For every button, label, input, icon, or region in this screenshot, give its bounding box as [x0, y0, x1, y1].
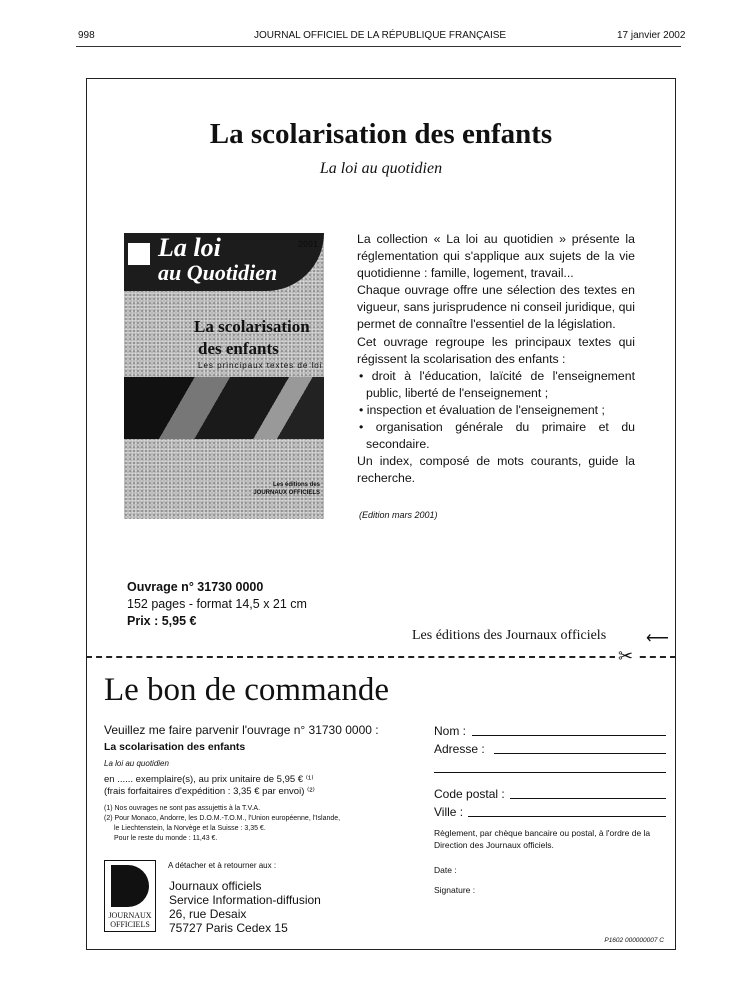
- footnotes: [104, 804, 404, 844]
- description-p2: Chaque ouvrage offre une sélection des textes en vigueur, sans jurisprudence ni conseil juridique, qui permet de connaître l'essentiel de la législation.: [357, 283, 635, 332]
- ville-field[interactable]: [434, 803, 666, 821]
- address-line: 75727 Paris Cedex 15: [169, 921, 288, 935]
- ville-line[interactable]: [468, 816, 666, 817]
- cover-series-line2: au Quotidien: [158, 260, 278, 285]
- footnote: (1) Nos ouvrages ne sont pas assujettis à la T.V.A.: [104, 805, 261, 812]
- book-cover: [124, 233, 324, 519]
- order-form-right: [434, 722, 666, 895]
- header-rule: [76, 46, 681, 47]
- ville-label: Ville :: [434, 805, 464, 819]
- mailing-address: [169, 879, 321, 935]
- cover-publisher: Les éditions des JOURNAUX OFFICIELS: [253, 482, 320, 496]
- ad-subtitle: La loi au quotidien: [319, 160, 443, 177]
- work-number: Ouvrage n° 31730 0000: [127, 580, 264, 594]
- adresse-label: Adresse :: [434, 742, 485, 756]
- payment-terms: Règlement, par chèque bancaire ou postal, à l'ordre de la Direction des Journaux officiels.: [434, 828, 651, 850]
- issue-date: 17 janvier 2002: [617, 30, 686, 41]
- description-bullet: • organisation générale du primaire et du secondaire.: [359, 420, 635, 452]
- description-p3: Cet ouvrage regroupe les principaux textes qui régissent la scolarisation des enfants :: [357, 334, 635, 366]
- page-number: 998: [78, 30, 95, 41]
- adresse-field[interactable]: [434, 740, 666, 758]
- description-p1: La collection « La loi au quotidien » présente la réglementation qui s'applique aux sujets de la vie quotidienne : famille, logement, travail...: [357, 232, 635, 281]
- cut-line: [86, 656, 676, 658]
- code-postal-line[interactable]: [510, 798, 666, 799]
- cover-series-line1: La loi: [158, 233, 221, 262]
- price: Prix : 5,95 €: [127, 614, 197, 628]
- signature-label[interactable]: Signature :: [434, 885, 476, 895]
- address-line: 26, rue Desaix: [169, 907, 247, 921]
- code-postal-field[interactable]: [434, 785, 666, 803]
- journal-title: JOURNAL OFFICIEL DE LA RÉPUBLIQUE FRANÇAISE: [254, 30, 507, 41]
- edition-note: (Edition mars 2001): [359, 510, 438, 520]
- footnote: le Liechtenstein, la Norvège et la Suisse : 3,35 €.: [114, 825, 266, 832]
- adresse-line[interactable]: [494, 753, 666, 754]
- logo-mark-icon: [111, 865, 149, 907]
- scissors-icon: ✂: [615, 646, 636, 667]
- cover-title-line1: La scolarisation: [194, 317, 310, 336]
- publisher-name: Les éditions des Journaux officiels: [412, 628, 607, 643]
- date-label[interactable]: Date :: [434, 865, 457, 875]
- footnote: (2) Pour Monaco, Andorre, les D.O.M.-T.O.M., l'Union européenne, l'Islande,: [104, 815, 341, 822]
- cover-photo: [124, 377, 324, 439]
- nom-field[interactable]: [434, 722, 666, 740]
- order-form-heading: Le bon de commande: [104, 672, 389, 708]
- nom-label: Nom :: [434, 724, 467, 738]
- order-shipping: (frais forfaitaires d'expédition : 3,35 € par envoi) ⁽²⁾: [104, 786, 315, 797]
- order-series: La loi au quotidien: [104, 759, 169, 768]
- detach-instruction: A détacher et à retourner aux :: [168, 861, 277, 870]
- nom-line[interactable]: [472, 735, 666, 736]
- description-bullet: • inspection et évaluation de l'enseignement ;: [359, 402, 605, 417]
- description-p4: Un index, composé de mots courants, guide la recherche.: [357, 454, 635, 486]
- address-line: Service Information-diffusion: [169, 893, 321, 907]
- order-form-left: [104, 722, 404, 844]
- logo-text: JOURNAUX OFFICIELS: [108, 911, 152, 929]
- cover-logo-icon: [128, 243, 150, 265]
- journaux-officiels-logo: [104, 860, 156, 932]
- description: [357, 231, 635, 487]
- order-info: [127, 579, 307, 630]
- cover-year: 2001: [297, 239, 318, 249]
- reference-code: P1602 000000007 C: [604, 937, 664, 944]
- address-line: Journaux officiels: [169, 879, 262, 893]
- description-bullet: • droit à l'éducation, laïcité de l'enseignement public, liberté de l'enseignement ;: [359, 368, 635, 400]
- arrow-left-icon: ⟵: [646, 630, 669, 647]
- adresse-line-2[interactable]: [434, 772, 666, 773]
- order-intro: Veuillez me faire parvenir l'ouvrage n° 31730 0000 :: [104, 723, 379, 737]
- cover-subtitle: Les principaux textes de loi: [198, 361, 323, 370]
- ad-title: La scolarisation des enfants: [209, 118, 553, 150]
- order-book-title: La scolarisation des enfants: [104, 741, 246, 753]
- order-copies[interactable]: en ...... exemplaire(s), au prix unitaire de 5,95 € ⁽¹⁾: [104, 774, 314, 785]
- page-format: 152 pages - format 14,5 x 21 cm: [127, 597, 307, 611]
- code-postal-label: Code postal :: [434, 787, 505, 801]
- footnote: Pour le reste du monde : 11,43 €.: [114, 835, 218, 842]
- cover-title-line2: des enfants: [198, 339, 279, 358]
